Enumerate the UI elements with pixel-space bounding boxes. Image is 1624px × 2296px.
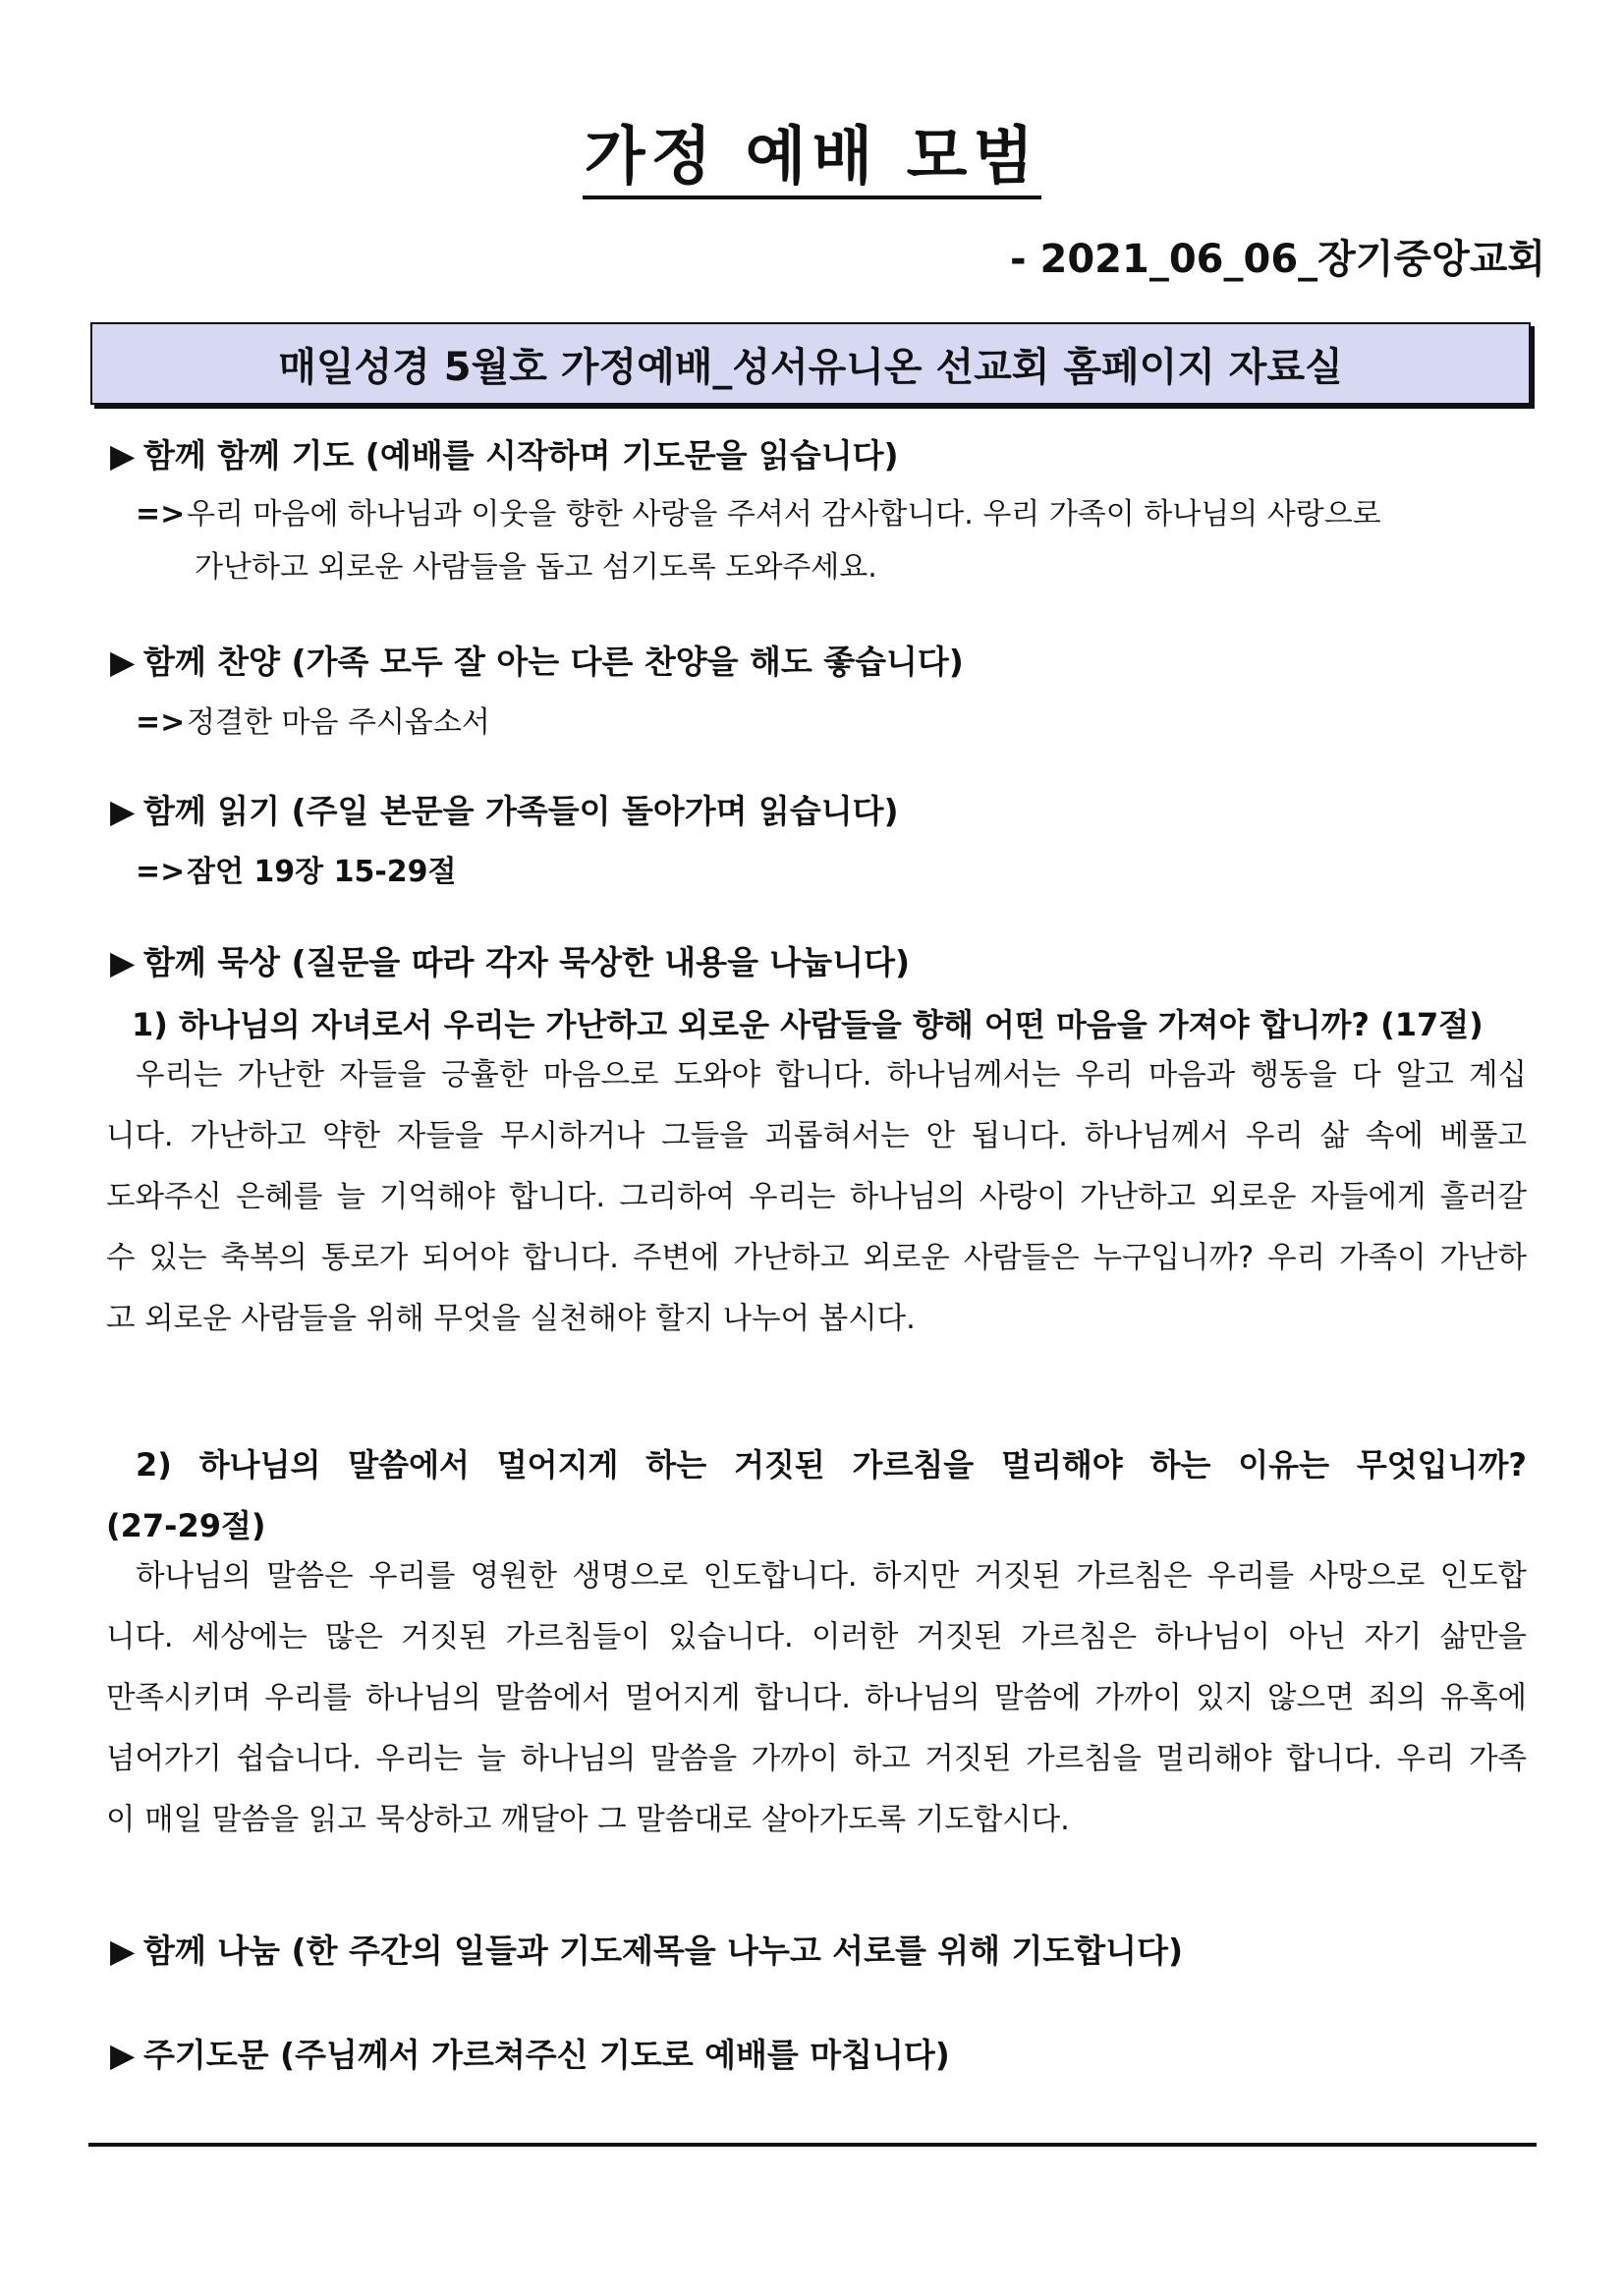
question-1: 1) 하나님의 자녀로서 우리는 가난하고 외로운 사람들을 향해 어떤 마음을 가져야 합니까? (17절): [132, 1006, 1484, 1043]
answer-2-paragraph: [106, 1546, 1527, 1851]
answer-1-line: 수 있는 축복의 통로가 되어야 합니다. 주변에 가난하고 외로운 사람들은 누구입니까? 우리 가족이 가난하: [106, 1241, 1527, 1275]
triangle-bullet-icon: ▶: [110, 643, 136, 681]
reading-answer: =>잠언 19장 15-29절: [136, 855, 457, 889]
triangle-bullet-icon: ▶: [110, 792, 136, 830]
section-sharing-heading: ▶ 함께 나눔 (한 주간의 일들과 기도제목을 나누고 서로를 위해 기도합니다): [110, 1932, 1184, 1970]
answer-2-line: 만족시키며 우리를 하나님의 말씀에서 멀어지게 합니다. 하나님의 말씀에 가까이 있지 않으면 죄의 유혹에: [106, 1681, 1527, 1715]
answer-2-line: 넘어가기 쉽습니다. 우리는 늘 하나님의 말씀을 가까이 하고 거짓된 가르침을 멀리해야 합니다. 우리 가족: [106, 1742, 1527, 1776]
triangle-bullet-icon: ▶: [110, 2036, 136, 2074]
answer-2-line: 니다. 세상에는 많은 거짓된 가르침들이 있습니다. 이러한 거짓된 가르침은 하나님이 아닌 자기 삶만을: [106, 1620, 1527, 1654]
answer-1-line: 우리는 가난한 자들을 긍휼한 마음으로 도와야 합니다. 하나님께서는 우리 마음과 행동을 다 알고 계십: [136, 1058, 1527, 1092]
prayer-text-line-1: =>우리 마음에 하나님과 이웃을 향한 사랑을 주셔서 감사합니다. 우리 가족이 하나님의 사랑으로: [136, 497, 1381, 532]
page-title: 가정 예배 모범: [0, 106, 1624, 196]
source-banner: [90, 322, 1531, 405]
triangle-bullet-icon: ▶: [110, 436, 136, 475]
arrow-icon: =>: [136, 705, 186, 740]
answer-1-paragraph: [106, 1045, 1527, 1350]
section-lords-prayer-heading: ▶ 주기도문 (주님께서 가르쳐주신 기도로 예배를 마칩니다): [110, 2036, 950, 2074]
answer-2-line: 하나님의 말씀은 우리를 영원한 생명으로 인도합니다. 하지만 거짓된 가르침은 우리를 사망으로 인도합: [136, 1559, 1527, 1594]
answer-1-line: 도와주신 은혜를 늘 기억해야 합니다. 그리하여 우리는 하나님의 사랑이 가난하고 외로운 자들에게 흘러갈: [106, 1180, 1527, 1214]
triangle-bullet-icon: ▶: [110, 1932, 136, 1970]
date-church-line: - 2021_06_06_장기중앙교회: [1009, 237, 1545, 282]
praise-answer: =>정결한 마음 주시옵소서: [136, 705, 490, 740]
question-2-verse: (27-29절): [106, 1507, 266, 1544]
answer-1-line: 고 외로운 사람들을 위해 무엇을 실천해야 할지 나누어 봅시다.: [106, 1302, 916, 1336]
source-banner-text: 매일성경 5월호 가정예배_성서유니온 선교회 홈페이지 자료실: [278, 344, 1343, 390]
prayer-text-line-2: 가난하고 외로운 사람들을 돕고 섬기도록 도와주세요.: [195, 550, 877, 585]
question-2: 2) 하나님의 말씀에서 멀어지게 하는 거짓된 가르침을 멀리해야 하는 이유는 무엇입니까?: [136, 1446, 1527, 1484]
arrow-icon: =>: [136, 497, 186, 532]
answer-1-line: 니다. 가난하고 약한 자들을 무시하거나 그들을 괴롭혀서는 안 됩니다. 하나님께서 우리 삶 속에 베풀고: [106, 1119, 1527, 1153]
section-prayer-heading: ▶ 함께 함께 기도 (예배를 시작하며 기도문을 읽습니다): [110, 436, 899, 475]
arrow-icon: =>: [136, 855, 186, 889]
section-praise-heading: ▶ 함께 찬양 (가족 모두 잘 아는 다른 찬양을 해도 좋습니다): [110, 643, 964, 681]
triangle-bullet-icon: ▶: [110, 943, 136, 981]
section-reading-heading: ▶ 함께 읽기 (주일 본문을 가족들이 돌아가며 읽습니다): [110, 792, 899, 830]
section-meditation-heading: ▶ 함께 묵상 (질문을 따라 각자 묵상한 내용을 나눕니다): [110, 943, 911, 981]
bottom-rule: [88, 2143, 1537, 2147]
answer-2-line: 이 매일 말씀을 읽고 묵상하고 깨달아 그 말씀대로 살아가도록 기도합시다.: [106, 1803, 1070, 1837]
